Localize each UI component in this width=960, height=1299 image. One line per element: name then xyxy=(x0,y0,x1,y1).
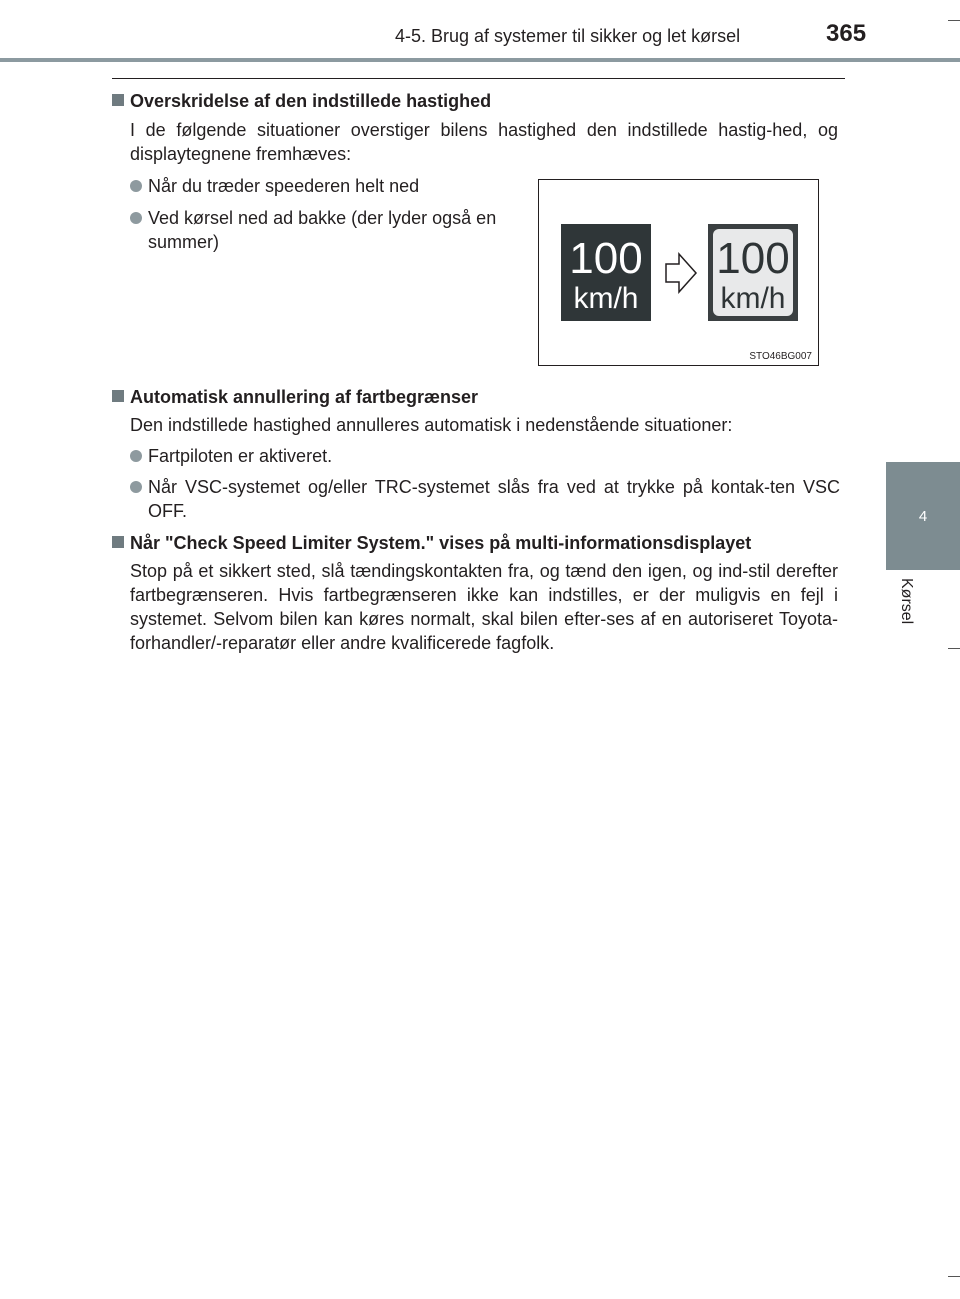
section-heading: Når "Check Speed Limiter System." vises på multi-informationsdisplayet xyxy=(112,531,852,555)
page-number: 365 xyxy=(826,20,867,47)
circle-bullet-icon xyxy=(130,450,142,462)
square-bullet-icon xyxy=(112,390,124,402)
speed-display-illustration xyxy=(539,180,818,365)
chapter-label: Kørsel xyxy=(898,578,915,625)
square-bullet-icon xyxy=(112,536,124,548)
crop-mark xyxy=(948,20,960,21)
section-body: Stop på et sikkert sted, slå tændingskontakten fra, og tænd den igen, og ind-stil derefter fartbegrænseren. Hvis fartbegrænseren ikke kan indstilles, er der muligvis en fejl i systemet. Selvom bilen kan køres normalt, skal bilen efter-ses af en autoriseret Toyota-forhandler/-reparatør eller andre kvalificerede fagfolk. xyxy=(130,561,838,653)
section-heading: Overskridelse af den indstillede hastighed xyxy=(112,89,852,113)
section-intro: I de følgende situationer overstiger bilens hastighed den indstillede hastig-hed, og displaytegnene fremhæves: xyxy=(130,120,838,164)
highlighted-speed-value: 100 xyxy=(716,234,790,283)
circle-bullet-icon xyxy=(130,481,142,493)
chapter-tab xyxy=(886,462,960,570)
header-rule xyxy=(0,58,960,62)
crop-mark xyxy=(948,648,960,649)
section-heading: Automatisk annullering af fartbegrænser xyxy=(112,385,852,409)
list-item: Når VSC-systemet og/eller TRC-systemet slås fra ved at trykke på kontak-ten VSC OFF. xyxy=(130,475,840,523)
circle-bullet-icon xyxy=(130,180,142,192)
speed-display-figure xyxy=(538,179,819,366)
section-intro: Den indstillede hastighed annulleres automatisk i nedenstående situationer: xyxy=(130,415,733,435)
normal-speed-unit: km/h xyxy=(573,282,639,315)
arrow-right-icon xyxy=(666,254,696,292)
square-bullet-icon xyxy=(112,94,124,106)
list-item: Når du træder speederen helt ned xyxy=(130,174,528,198)
highlighted-speed-unit: km/h xyxy=(720,282,786,315)
chapter-number: 4 xyxy=(918,508,928,525)
figure-code: STO46BG007 xyxy=(749,351,812,362)
list-item: Fartpiloten er aktiveret. xyxy=(130,444,848,468)
normal-speed-value: 100 xyxy=(569,234,643,283)
crop-mark xyxy=(948,1276,960,1277)
content-rule xyxy=(112,78,845,79)
running-header: 4-5. Brug af systemer til sikker og let kørsel xyxy=(395,26,741,46)
list-item: Ved kørsel ned ad bakke (der lyder også en summer) xyxy=(130,206,528,254)
circle-bullet-icon xyxy=(130,212,142,224)
